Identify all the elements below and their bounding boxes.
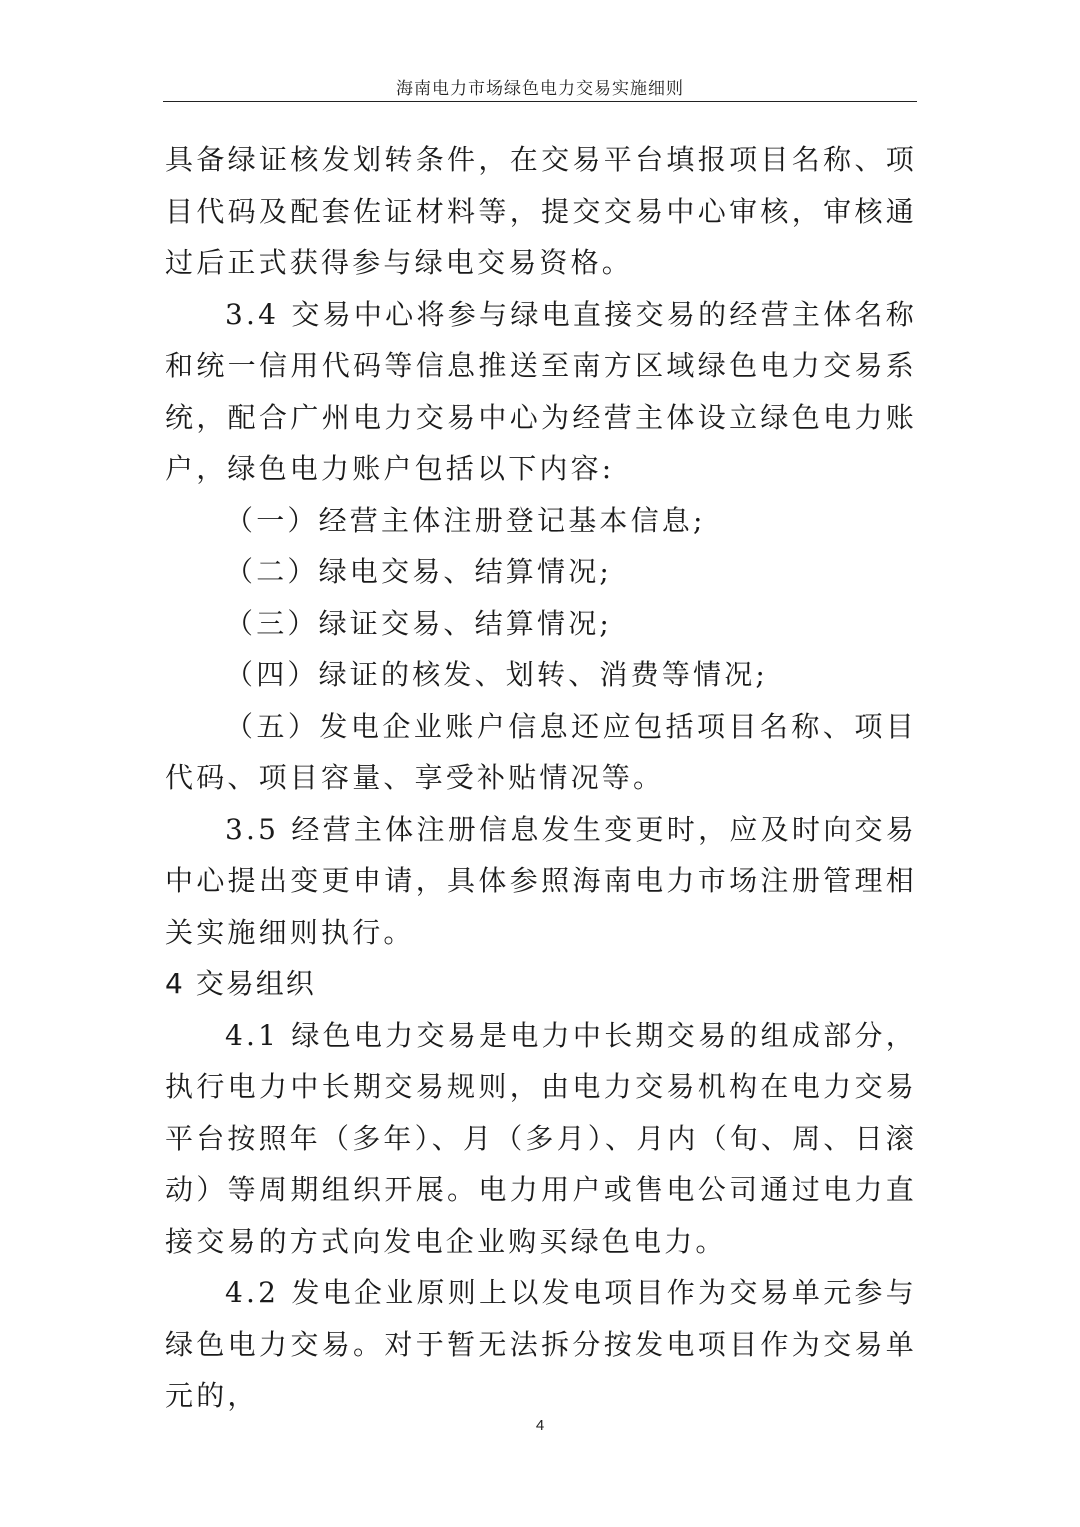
document-body: [165, 134, 917, 1422]
header-rule: [163, 101, 917, 102]
paragraph-continuation: 具备绿证核发划转条件，在交易平台填报项目名称、项目代码及配套佐证材料等，提交交易中心审核，审核通过后正式获得参与绿电交易资格。: [165, 143, 917, 279]
running-header: 海南电力市场绿色电力交易实施细则: [396, 79, 684, 99]
list-item-2: （二）绿电交易、结算情况;: [225, 555, 613, 588]
list-item-5: （五）发电企业账户信息还应包括项目名称、项目代码、项目容量、享受补贴情况等。: [165, 709, 917, 794]
paragraph-4-1: 4.1 绿色电力交易是电力中长期交易的组成部分，执行电力中长期交易规则，由电力交易机构在电力交易平台按照年（多年）、月（多月）、月内（旬、周、日滚动）等周期组织开展。电力用户或售电公司通过电力直接交易的方式向发电企业购买绿色电力。: [165, 1018, 918, 1258]
list-item-4: （四）绿证的核发、划转、消费等情况;: [225, 658, 769, 691]
list-item-3: （三）绿证交易、结算情况;: [225, 606, 613, 640]
paragraph-4-2: 4.2 发电企业原则上以发电项目作为交易单元参与绿色电力交易。对于暂无法拆分按发电项目作为交易单元的，: [165, 1276, 917, 1412]
list-item-1: （一）经营主体注册登记基本信息;: [225, 503, 706, 537]
page-number: 4: [535, 1417, 545, 1434]
paragraph-3-5: 3.5 经营主体注册信息发生变更时，应及时向交易中心提出变更申请，具体参照海南电力市场注册管理相关实施细则执行。: [165, 812, 917, 949]
paragraph-3-4: 3.4 交易中心将参与绿电直接交易的经营主体名称和统一信用代码等信息推送至南方区域绿色电力交易系统，配合广州电力交易中心为经营主体设立绿色电力账户，绿色电力账户包括以下内容:: [165, 297, 917, 485]
section-heading-4: 4 交易组织: [165, 967, 316, 1000]
